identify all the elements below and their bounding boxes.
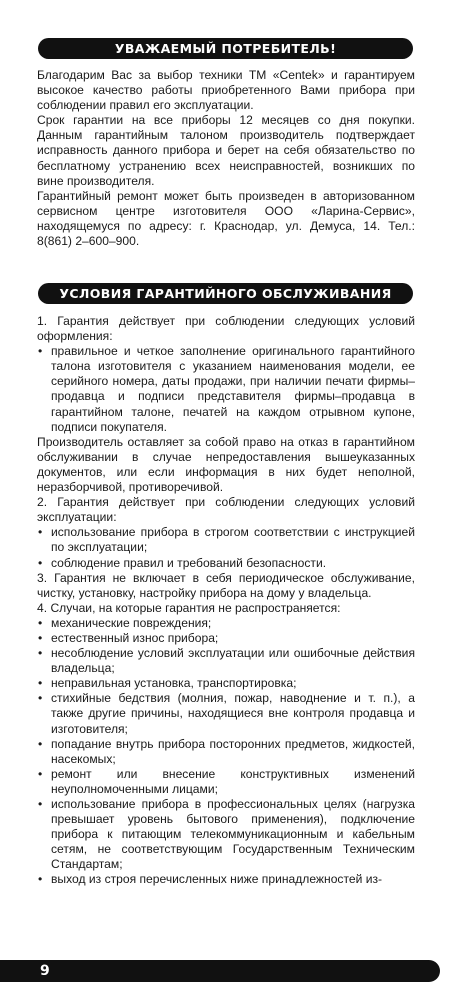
dear-customer-banner: УВАЖАЕМЫЙ ПОТРЕБИТЕЛЬ! — [38, 38, 413, 59]
intro-paragraph: Благодарим Вас за выбор техники ТМ «Centek» и гарантируем высокое качество работы приобретенного Вами прибора при соблюдении правил его эксплуатации. — [37, 68, 415, 113]
section2-list — [37, 525, 415, 570]
intro-text — [37, 68, 415, 249]
section1-note: Производитель оставляет за собой право на отказ в гарантийном обслуживании в случае непредоставления вышеуказанных документов, или если информация в них будет неполной, неразборчивой, противоречивой. — [37, 434, 415, 495]
list-item: • ремонт или внесение конструктивных изменений неуполномоченными лицами; — [37, 767, 415, 797]
section1-heading: 1. Гарантия действует при соблюдении следующих условий оформления: — [37, 314, 415, 344]
section3-text: 3. Гарантия не включает в себя периодическое обслуживание, чистку, установку, настройку прибора на дому у владельца. — [37, 570, 415, 600]
list-item: • неправильная установка, транспортировка; — [37, 676, 415, 691]
list-item: • правильное и четкое заполнение оригинального гарантийного талона изготовителя с указанием наименования модели, ее серийного номера, даты продажи, при наличии печати фирмы–продавца и подписи представителя фирмы–продавца в гарантийном талоне, печатей на каждом отрывном купоне, подписи покупателя. — [37, 344, 415, 435]
page-number: 9 — [40, 963, 50, 979]
list-item: • несоблюдение условий эксплуатации или ошибочные действия владельца; — [37, 646, 415, 676]
list-item: • выход из строя перечисленных ниже принадлежностей из- — [37, 872, 415, 887]
list-item: • использование прибора в строгом соответствии с инструкцией по эксплуатации; — [37, 525, 415, 555]
section1-list — [37, 344, 415, 435]
intro-paragraph: Срок гарантии на все приборы 12 месяцев со дня покупки. Данным гарантийным талоном производитель подтверждает исправность данного прибора и берет на себя обязательство по бесплатному устранению всех неисправностей, возникших по вине производителя. — [37, 113, 415, 188]
footer-bar — [0, 960, 440, 982]
list-item: • стихийные бедствия (молния, пожар, наводнение и т. п.), а также другие причины, находящиеся вне контроля продавца и изготовителя; — [37, 691, 415, 736]
list-item: • использование прибора в профессиональных целях (нагрузка превышает уровень бытового применения), подключение прибора к питающим телекоммуникационным и кабельным сетям, не соответствующим Государственным Техническим Стандартам; — [37, 797, 415, 872]
list-item: • механические повреждения; — [37, 616, 415, 631]
warranty-conditions-banner: УСЛОВИЯ ГАРАНТИЙНОГО ОБСЛУЖИВАНИЯ — [38, 283, 413, 304]
section4-heading: 4. Случаи, на которые гарантия не распространяется: — [37, 600, 341, 615]
list-item: • естественный износ прибора; — [37, 631, 415, 646]
list-item: • попадание внутрь прибора посторонних предметов, жидкостей, насекомых; — [37, 737, 415, 767]
section2-heading: 2. Гарантия действует при соблюдении следующих условий эксплуатации: — [37, 495, 415, 525]
section4-list — [37, 616, 415, 888]
intro-paragraph: Гарантийный ремонт может быть произведен в авторизованном сервисном центре изготовителя ООО «Ларина-Сервис», находящемуся по адресу: г. Краснодар, ул. Демуса, 14. Тел.: 8(861) 2–600–900. — [37, 188, 415, 249]
list-item: • соблюдение правил и требований безопасности. — [37, 556, 415, 571]
conditions-text — [37, 314, 415, 888]
